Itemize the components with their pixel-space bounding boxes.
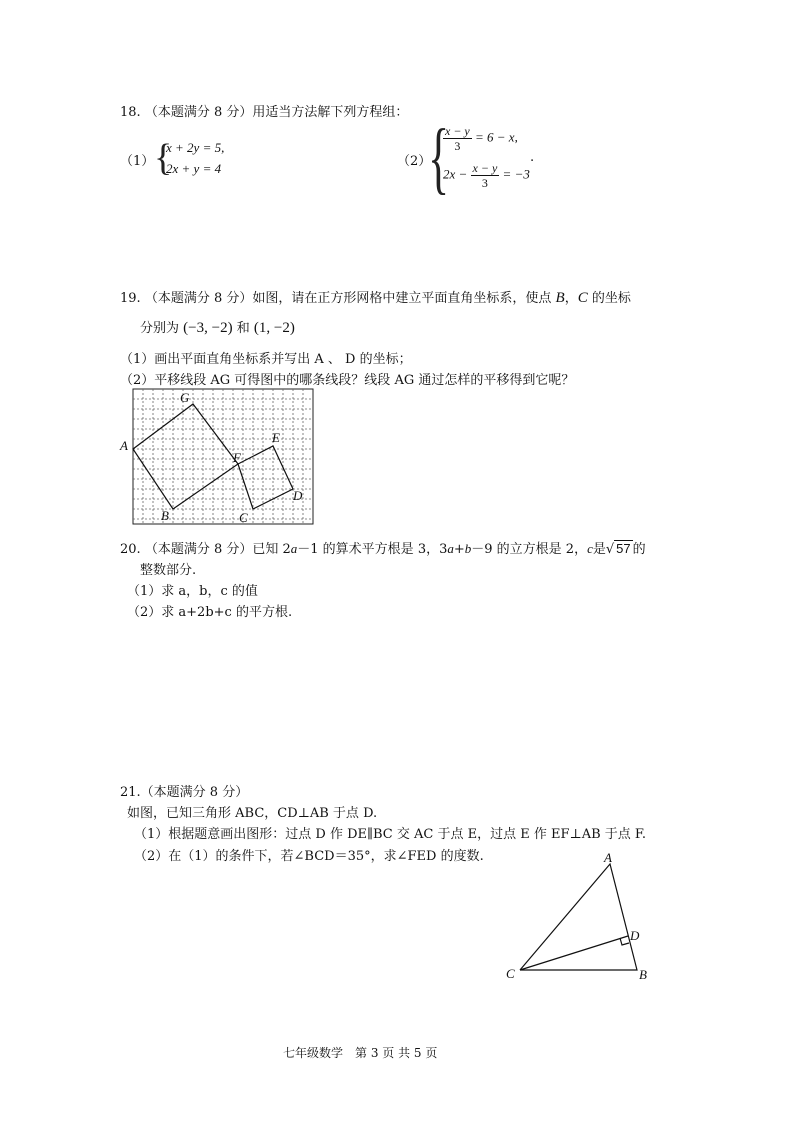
page-footer: 七年级数学 第 3 页 共 5 页 [283,1046,438,1060]
q19-coords-prefix: 分别为 [140,321,180,336]
q18-part2-eq1 [443,124,518,153]
q20-var-a2: a [447,541,454,556]
q20-header-line2: 整数部分. [140,563,197,578]
label-g: G [180,390,190,405]
label-c: C [506,966,515,981]
q19-coord-2: (1, −2) [253,320,295,336]
q19-grid-figure [115,384,325,530]
q21-title: 21.（本题满分 8 分） [120,785,249,800]
label-b: B [639,967,647,982]
q19-point-b: B [555,290,565,306]
q18-part2-period: . [530,150,535,165]
q20-header-a: （本题满分 8 分）已知 2 [144,542,291,557]
q21-triangle-figure [500,848,660,988]
q20-header-d: －9 的立方根是 2， [471,542,588,557]
q21-part1: （1）根据题意画出图形：过点 D 作 DE∥BC 交 AC 于点 E，过点 E 作 EF⊥AB 于点 F. [134,827,647,842]
q18-p2-eq2-lhs: 2x − [443,166,468,182]
q18-part1-eq2: 2x + y = 4 [166,161,222,176]
q18-part1-label: （1） [120,154,155,169]
q19-header: （本题满分 8 分）如图，请在正方形网格中建立平面直角坐标系，使点 [144,291,552,306]
q18-p2-eq2-rhs: = −3 [502,166,530,182]
q20-header-e: 是 [592,542,606,557]
q20-sqrt: √ 57 [605,541,631,557]
grid-lines [133,389,313,524]
label-b: B [161,508,169,523]
q18-p2-eq1-rhs: = 6 − x, [475,129,518,145]
q19-part2: （2）平移线段 AG 可得图中的哪条线段？线段 AG 通过怎样的平移得到它呢？ [120,373,575,388]
label-a: A [604,850,612,865]
q20-title [120,538,646,557]
q19-coords-line [140,317,295,337]
q20-var-a: a [290,541,298,556]
q18-number: 18. [120,105,141,120]
q20-sqrt-value: 57 [616,541,631,556]
q20-var-c: c [587,541,593,556]
right-angle-mark [620,938,629,945]
q19-comma: ， [564,291,578,306]
q19-number: 19. [120,291,141,306]
q19-part1: （1）画出平面直角坐标系并写出 A 、 D 的坐标； [120,352,412,367]
q19-title [120,287,631,307]
label-f: F [233,450,241,465]
rectangle-agfb [133,404,238,509]
label-d: D [630,928,640,943]
q18-p2-eq1-den: 3 [454,139,461,153]
triangle-lines [520,864,637,970]
q18-header: （本题满分 8 分）用适当方法解下列方程组： [144,105,409,120]
q18-part2-label: （2） [397,154,432,169]
triangle-abc [520,864,637,970]
q19-coord-1: (−3, −2) [183,320,233,336]
q18-part1-eq1: x + 2y = 5, [166,140,225,155]
q19-coord-and: 和 [236,321,250,336]
q21-part2: （2）在（1）的条件下，若∠BCD＝35°，求∠FED 的度数. [134,849,484,864]
q18-part2-brace: { [428,114,450,202]
label-c: C [239,510,248,525]
q20-var-b: b [464,541,472,556]
q20-number: 20. [120,542,141,557]
q20-part1: （1）求 a，b，c 的值 [127,584,258,599]
q18-part2-eq2 [443,161,530,190]
quadrilateral-fedc [238,446,293,509]
q20-header-f: 的 [632,542,646,557]
segment-cd [520,936,628,970]
q21-line1: 如图，已知三角形 ABC，CD⊥AB 于点 D. [127,806,378,821]
q18-part1-brace: { [154,137,173,179]
q18-title [120,101,408,120]
label-d: D [293,488,303,503]
label-e: E [272,430,280,445]
q19-point-c: C [577,290,588,306]
label-a: A [120,438,128,453]
q18-p2-eq2-den: 3 [481,176,488,190]
q18-p2-eq1-num: x − y [445,124,470,138]
q20-header-c: + [453,542,465,557]
q18-p2-eq2-num: x − y [472,161,498,175]
q20-header-b: －1 的算术平方根是 3，3 [297,542,448,557]
q20-part2: （2）求 a+2b+c 的平方根. [127,605,293,620]
q19-header-tail: 的坐标 [591,291,631,306]
